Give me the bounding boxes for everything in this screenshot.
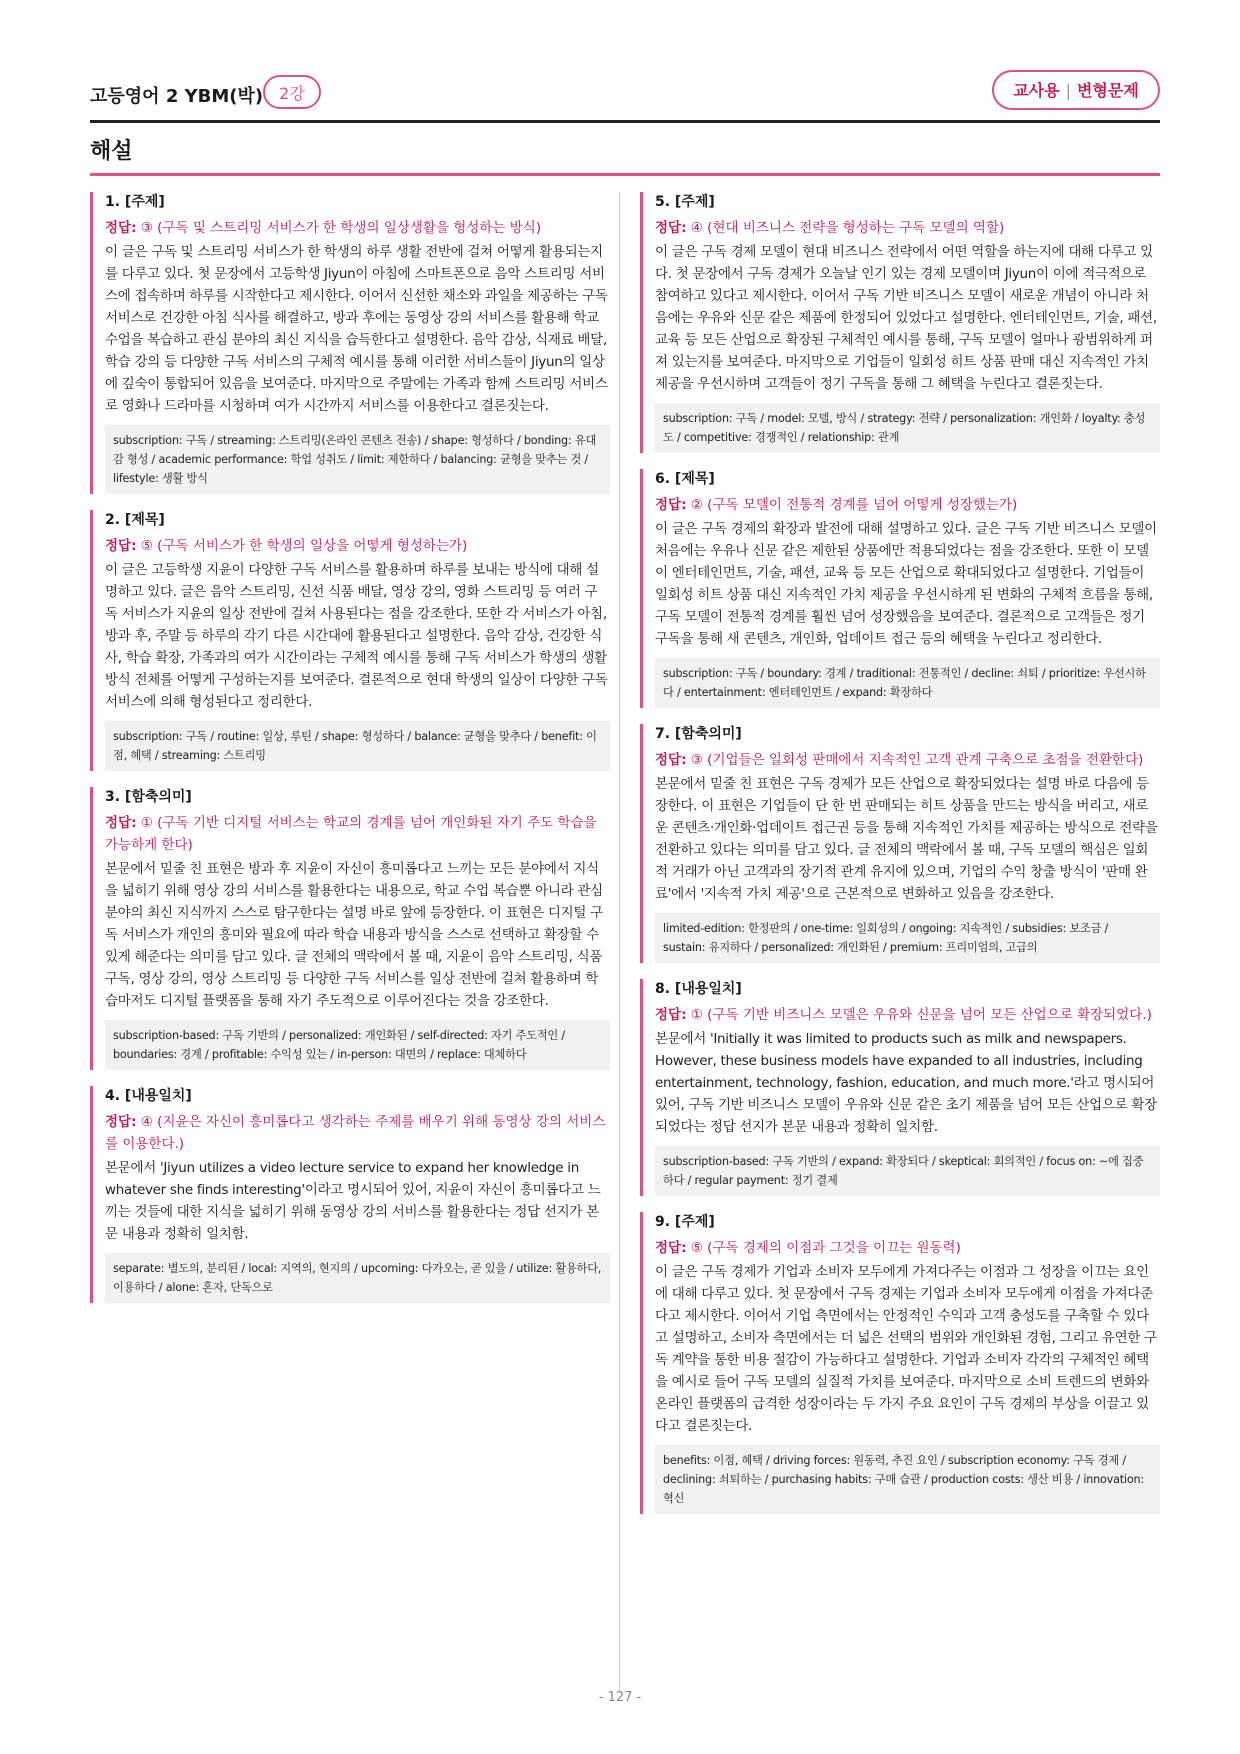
right-column: [640, 192, 1160, 1530]
question-heading: 7. [함축의미]: [655, 726, 742, 742]
answer-line: [655, 1004, 1160, 1026]
answer-text: ③ (기업들은 일회성 판매에서 지속적인 고객 관계 구축으로 초점을 전환한다): [690, 752, 1144, 768]
explanation-text: 이 글은 구독 경제의 확장과 발전에 대해 설명하고 있다. 글은 구독 기반 비즈니스 모델이 처음에는 우유나 신문 같은 제한된 상품에만 적용되었다는 점을 강조한다. 또한 이 모델이 엔터테인먼트, 기술, 패션, 교육 등 모든 산업으로 확대되었다고 설명한다. 기업들이 일회성 히트 상품 대신 지속적인 가치 제공을 우선시하게 된 변화의 구체적 흐름을 통해, 구독 모델이 전통적 경계를 훨씬 넘어 성장했음을 보여준다. 결론적으로 고객들은 정기 구독을 통해 새 콘텐츠, 개인화, 업데이트 접근 등의 혜택을 누린다고 정리한다.: [655, 521, 1157, 647]
question-block: [90, 787, 610, 1070]
explanation-text: 이 글은 구독 경제 모델이 현대 비즈니스 전략에서 어떤 역할을 하는지에 대해 다루고 있다. 첫 문장에서 구독 경제가 오늘날 인기 있는 경제 모델이며 Jiyun이 이에 적극적으로 참여하고 있다고 제시한다. 이어서 구독 기반 비즈니스 모델이 새로운 개념이 아니라 처음에는 우유와 신문 같은 제품에 한정되어 있었다고 설명한다. 엔터테인먼트, 기술, 패션, 교육 등 모든 산업으로 확장된 구체적인 예시를 통해, 구독 모델이 얼마나 광범위하게 퍼져 있는지를 보여준다. 마지막으로 기업들이 일회성 히트 상품 판매 대신 지속적인 가치 제공을 우선시하며 고객들이 정기 구독을 통해 그 혜택을 누린다고 결론짓는다.: [655, 244, 1157, 392]
question-heading: 5. [주제]: [655, 194, 715, 210]
question-heading: 3. [함축의미]: [105, 789, 192, 805]
answer-line: [105, 812, 610, 856]
lecture-badge: 2강: [263, 75, 321, 109]
answer-line: [105, 1111, 610, 1155]
vocab-box: subscription-based: 구독 기반의 / expand: 확장되다 / skeptical: 회의적인 / focus on: ~에 집중하다 / regular payment: 정기 결제: [655, 1146, 1160, 1196]
question-block: [640, 979, 1160, 1196]
left-column: [90, 192, 610, 1319]
question-block: [90, 1086, 610, 1303]
badge-separator: |: [1065, 81, 1071, 100]
question-block: [90, 510, 610, 771]
question-block: [640, 192, 1160, 453]
answer-label: 정답:: [655, 1007, 687, 1023]
answer-line: [655, 494, 1160, 516]
vocab-box: subscription: 구독 / streaming: 스트리밍(온라인 콘텐츠 전송) / shape: 형성하다 / bonding: 유대감 형성 / academic performance: 학업 성취도 / limit: 제한하다 / balancing: 균형을 맞추는 것 / lifestyle: 생활 방식: [105, 425, 610, 494]
question-block: [640, 1212, 1160, 1514]
answer-text: ③ (구독 및 스트리밍 서비스가 한 학생의 일상생활을 형성하는 방식): [140, 220, 542, 236]
question-heading: 2. [제목]: [105, 512, 165, 528]
book-title: 고등영어 2 YBM(박): [90, 86, 264, 107]
answer-text: ① (구독 기반 디지털 서비스는 학교의 경계를 넘어 개인화된 자기 주도 학습을 가능하게 한다): [105, 815, 597, 853]
question-heading: 8. [내용일치]: [655, 981, 742, 997]
section-title: 해설: [90, 139, 133, 164]
explanation-text: 본문에서 밑줄 친 표현은 구독 경제가 모든 산업으로 확장되었다는 설명 바로 다음에 등장한다. 이 표현은 기업들이 단 한 번 판매되는 히트 상품을 만드는 방식을 버리고, 새로운 콘텐츠·개인화·업데이트 접근권 등을 통해 지속적인 가치를 제공하는 방식으로 전략을 전환하고 있다는 의미를 담고 있다. 글 전체의 맥락에서 볼 때, 구독 모델의 핵심은 일회적 거래가 아닌 고객과의 장기적 관계 유지에 있으며, 기업의 수익 창출 방식이 '판매 완료'에서 '지속적 가치 제공'으로 근본적으로 변화하고 있음을 강조한다.: [655, 776, 1158, 902]
answer-label: 정답:: [105, 1114, 137, 1130]
explanation-text: 이 글은 구독 및 스트리밍 서비스가 한 학생의 하루 생활 전반에 걸쳐 어떻게 활용되는지를 다루고 있다. 첫 문장에서 고등학생 Jiyun이 아침에 스마트폰으로 음악 스트리밍 서비스에 접속하며 하루를 시작한다고 제시한다. 이어서 신선한 채소와 과일을 제공하는 구독 서비스로 건강한 아침 식사를 해결하고, 방과 후에는 동영상 강의 서비스를 활용해 학교 수업을 복습하고 관심 분야의 최신 지식을 습득한다고 설명한다. 음악 감상, 식재료 배달, 학습 강의 등 다양한 구독 서비스의 구체적 예시를 통해 이러한 서비스들이 Jiyun의 일상에 깊숙이 통합되어 있음을 보여준다. 마지막으로 주말에는 가족과 함께 스트리밍 서비스로 영화나 드라마를 시청하며 여가 시간까지 서비스를 이용한다고 결론짓는다.: [105, 244, 608, 414]
question-block: [90, 192, 610, 494]
answer-label: 정답:: [655, 1240, 687, 1256]
answer-text: ④ (현대 비즈니스 전략을 형성하는 구독 모델의 역할): [690, 220, 1005, 236]
question-heading: 6. [제목]: [655, 471, 715, 487]
question-block: [640, 724, 1160, 963]
answer-line: [105, 535, 610, 557]
answer-label: 정답:: [105, 538, 137, 554]
explanation-text: 이 글은 구독 경제가 기업과 소비자 모두에게 가져다주는 이점과 그 성장을 이끄는 요인에 대해 다루고 있다. 첫 문장에서 구독 경제는 기업과 소비자 모두에게 이점을 가져다준다고 제시한다. 이어서 기업 측면에서는 안정적인 수익과 고객 충성도를 구축할 수 있다고 설명하고, 소비자 측면에서는 더 넓은 선택의 범위와 개인화된 경험, 그리고 유연한 구독 계약을 통한 비용 절감이 가능하다고 설명한다. 기업과 소비자 각각의 구체적인 혜택을 예시로 들어 구독 모델의 실질적 가치를 보여준다. 마지막으로 소비 트렌드의 변화와 온라인 플랫폼의 급격한 성장이라는 두 가지 주요 요인이 구독 경제의 부상을 이끌고 있다고 결론짓는다.: [655, 1264, 1157, 1434]
page-number: - 127 -: [598, 1690, 642, 1705]
answer-label: 정답:: [655, 752, 687, 768]
answer-text: ⑤ (구독 서비스가 한 학생의 일상을 어떻게 형성하는가): [140, 538, 468, 554]
answer-line: [655, 749, 1160, 771]
answer-text: ② (구독 모델이 전통적 경계를 넘어 어떻게 성장했는가): [690, 497, 1018, 513]
answer-text: ① (구독 기반 비즈니스 모델은 우유와 신문을 넘어 모든 산업으로 확장되었다.): [690, 1007, 1152, 1023]
explanation-text: 본문에서 'Initially it was limited to products such as milk and newspapers. However, these business models have expanded to all industries, including entertainment, technology, fashion, education, and much more.'라고 명시되어 있어, 구독 기반 비즈니스 모델이 우유와 신문 같은 초기 제품을 넘어 모든 산업으로 확장되었다는 정답 선지가 본문 내용과 정확히 일치함.: [655, 1031, 1157, 1135]
answer-label: 정답:: [655, 220, 687, 236]
teacher-badge: [992, 70, 1160, 110]
vocab-box: limited-edition: 한정판의 / one-time: 일회성의 / ongoing: 지속적인 / subsidies: 보조금 / sustain: 유지하다 / personalized: 개인화된 / premium: 프리미엄의, 고급의: [655, 913, 1160, 963]
answer-line: [105, 217, 610, 239]
vocab-box: subscription: 구독 / boundary: 경계 / traditional: 전통적인 / decline: 쇠퇴 / prioritize: 우선시하다 / entertainment: 엔터테인먼트 / expand: 확장하다: [655, 658, 1160, 708]
answer-label: 정답:: [105, 815, 137, 831]
badge-teacher-label: 교사용: [1013, 81, 1060, 100]
section-rule: [90, 173, 1160, 176]
question-heading: 1. [주제]: [105, 194, 165, 210]
vocab-box: subscription-based: 구독 기반의 / personalized: 개인화된 / self-directed: 자기 주도적인 / boundaries: 경계 / profitable: 수익성 있는 / in-person: 대면의 / replace: 대체하다: [105, 1020, 610, 1070]
question-block: [640, 469, 1160, 708]
page-header: [90, 70, 1160, 123]
badge-variant-label: 변형문제: [1076, 81, 1139, 100]
explanation-text: 본문에서 밑줄 친 표현은 방과 후 지윤이 자신이 흥미롭다고 느끼는 모든 분야에서 지식을 넓히기 위해 영상 강의 서비스를 활용한다는 내용으로, 학교 수업 복습뿐 아니라 관심 분야의 최신 지식까지 스스로 탐구한다는 설명 바로 앞에 등장한다. 이 표현은 디지털 구독 서비스가 개인의 흥미와 필요에 따라 학습 내용과 방식을 스스로 선택하고 확장할 수 있게 해준다는 의미를 담고 있다. 글 전체의 맥락에서 볼 때, 지윤이 음악 스트리밍, 식품 구독, 영상 강의, 영상 스트리밍 등 다양한 구독 서비스를 일상 전반에 걸쳐 활용하며 학습마저도 디지털 플랫폼을 통해 자기 주도적으로 이루어진다는 것을 강조한다.: [105, 861, 603, 1009]
column-divider: [619, 192, 620, 1692]
answer-label: 정답:: [105, 220, 137, 236]
answer-text: ④ (지윤은 자신이 흥미롭다고 생각하는 주제를 배우기 위해 동영상 강의 서비스를 이용한다.): [105, 1114, 606, 1152]
answer-text: ⑤ (구독 경제의 이점과 그것을 이끄는 원동력): [690, 1240, 961, 1256]
question-heading: 4. [내용일치]: [105, 1088, 192, 1104]
explanation-text: 본문에서 'Jiyun utilizes a video lecture service to expand her knowledge in whatever she finds interesting'이라고 명시되어 있어, 지윤이 자신이 흥미롭다고 느끼는 것들에 대한 지식을 넓히기 위해 동영상 강의 서비스를 활용한다는 정답 선지가 본문 내용과 정확히 일치함.: [105, 1160, 601, 1242]
vocab-box: subscription: 구독 / routine: 일상, 루틴 / shape: 형성하다 / balance: 균형을 맞추다 / benefit: 이점, 혜택 / streaming: 스트리밍: [105, 721, 610, 771]
vocab-box: benefits: 이점, 혜택 / driving forces: 원동력, 추진 요인 / subscription economy: 구독 경제 / declining: 쇠퇴하는 / purchasing habits: 구매 습관 / production costs: 생산 비용 / innovation: 혁신: [655, 1445, 1160, 1514]
question-heading: 9. [주제]: [655, 1214, 715, 1230]
vocab-box: separate: 별도의, 분리된 / local: 지역의, 현지의 / upcoming: 다가오는, 곧 있을 / utilize: 활용하다, 이용하다 / alone: 혼자, 단독으로: [105, 1253, 610, 1303]
vocab-box: subscription: 구독 / model: 모델, 방식 / strategy: 전략 / personalization: 개인화 / loyalty: 충성도 / competitive: 경쟁적인 / relationship: 관계: [655, 403, 1160, 453]
answer-line: [655, 1237, 1160, 1259]
answer-line: [655, 217, 1160, 239]
explanation-text: 이 글은 고등학생 지윤이 다양한 구독 서비스를 활용하며 하루를 보내는 방식에 대해 설명하고 있다. 글은 음악 스트리밍, 신선 식품 배달, 영상 강의, 영화 스트리밍 등 여러 구독 서비스가 지윤의 일상 전반에 걸쳐 사용된다는 점을 강조한다. 또한 각 서비스가 아침, 방과 후, 주말 등 하루의 각기 다른 시간대에 활용된다고 설명한다. 음악 감상, 건강한 식사, 학습 확장, 가족과의 여가 시간이라는 구체적 예시를 통해 구독 서비스가 학생의 생활 방식 전체를 어떻게 구성하는지를 보여준다. 결론적으로 현대 학생의 일상이 다양한 구독 서비스에 의해 형성된다고 정리한다.: [105, 562, 608, 710]
answer-label: 정답:: [655, 497, 687, 513]
